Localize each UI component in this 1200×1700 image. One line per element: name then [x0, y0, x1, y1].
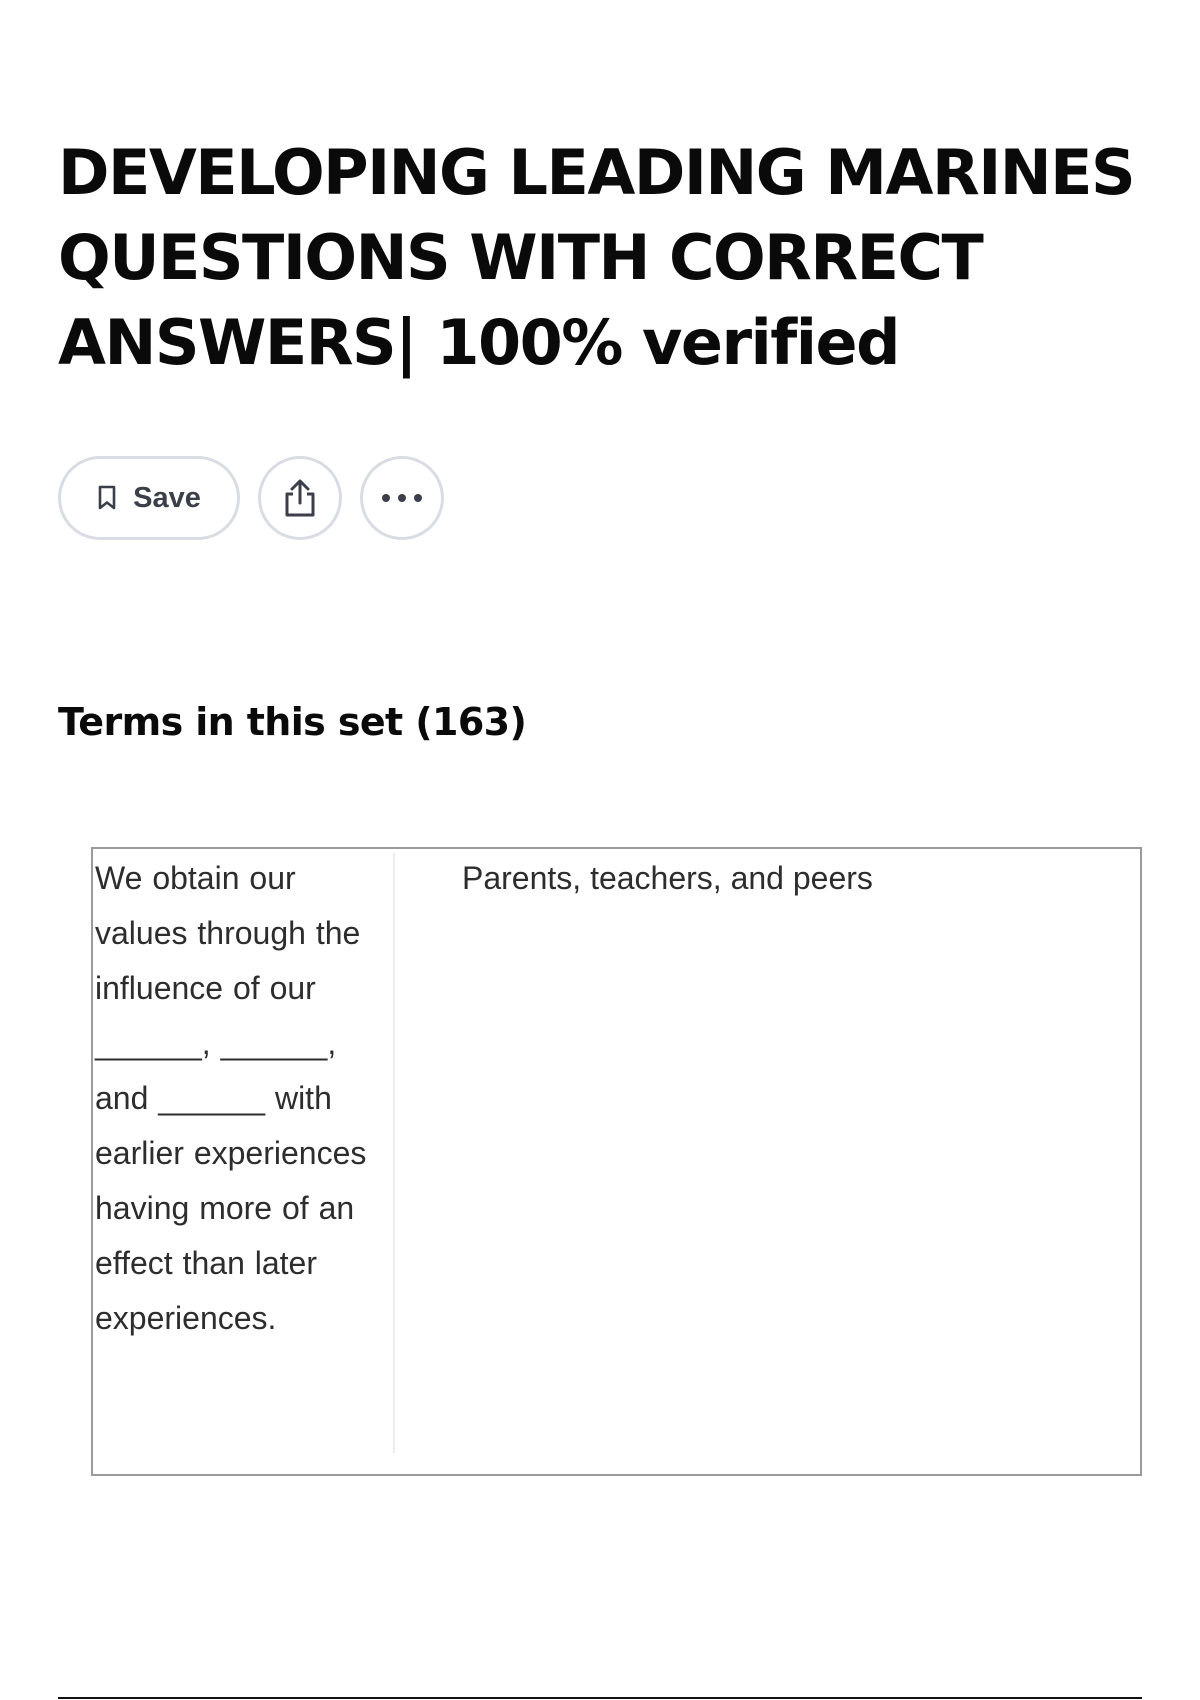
- more-options-button[interactable]: [360, 456, 444, 540]
- share-button[interactable]: [258, 456, 342, 540]
- bookmark-icon: [97, 485, 117, 511]
- save-button[interactable]: [58, 456, 240, 540]
- definition-text: Parents, teachers, and peers: [462, 860, 873, 896]
- set-actions-bar: [58, 456, 444, 540]
- card-divider: [393, 853, 395, 1453]
- share-icon: [282, 478, 318, 518]
- term-card: [91, 847, 1142, 1476]
- bottom-divider: [58, 1697, 1142, 1699]
- save-label: Save: [133, 481, 201, 514]
- page-title: DEVELOPING LEADING MARINES QUESTIONS WITH CORRECT ANSWERS| 100% verified: [58, 136, 1135, 379]
- terms-heading: Terms in this set (163): [58, 700, 527, 744]
- more-dots-icon: [381, 493, 423, 503]
- term-text: We obtain our values through the influence of our ______, ______, and ______ with earlier experiences having more of an effect than later experiences.: [95, 860, 367, 1336]
